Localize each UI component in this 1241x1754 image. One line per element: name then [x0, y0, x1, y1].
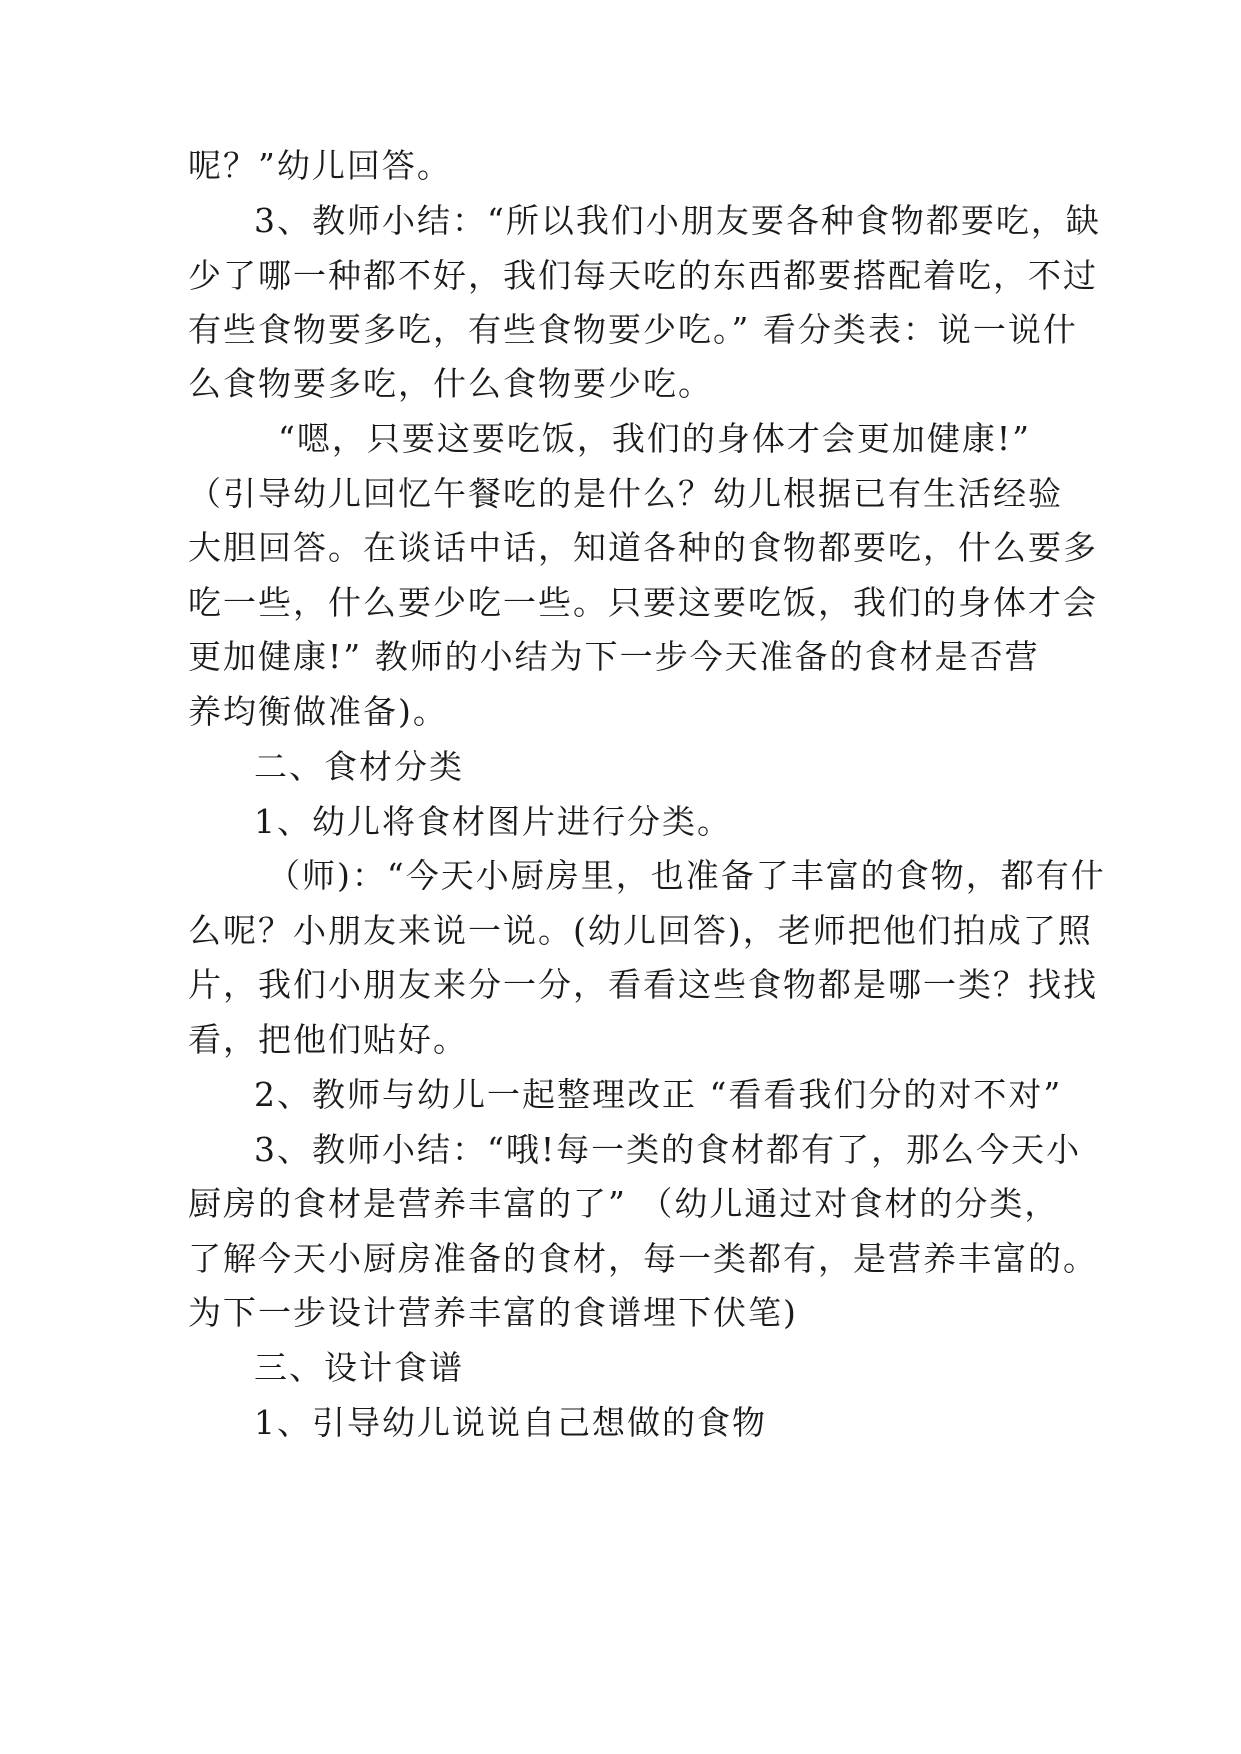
text-line-7: （引导幼儿回忆午餐吃的是什么？幼儿根据已有生活经验	[188, 474, 1063, 513]
text-line-6: “嗯，只要这要吃饭，我们的身体才会更加健康!”	[278, 419, 1032, 458]
text-line-18: 2、教师与幼儿一起整理改正 “看看我们分的对不对”	[254, 1075, 1063, 1114]
text-line-13: 1、幼儿将食材图片进行分类。	[254, 802, 732, 841]
text-line-4: 有些食物要多吃，有些食物要少吃。” 看分类表：说一说什	[188, 310, 1078, 349]
text-line-20: 厨房的食材是营养丰富的了” （幼儿通过对食材的分类，	[188, 1184, 1060, 1223]
text-line-10: 更加健康!” 教师的小结为下一步今天准备的食材是否营	[188, 637, 1040, 676]
text-line-8: 大胆回答。在谈话中话，知道各种的食物都要吃，什么要多	[188, 528, 1098, 567]
text-line-16: 片，我们小朋友来分一分，看看这些食物都是哪一类？找找	[188, 965, 1098, 1004]
text-line-1: 呢？”幼儿回答。	[188, 146, 452, 185]
section-heading-2: 二、食材分类	[254, 747, 464, 786]
text-line-24: 1、引导幼儿说说自己想做的食物	[254, 1403, 767, 1442]
text-line-19: 3、教师小结：“哦!每一类的食材都有了，那么今天小	[254, 1130, 1082, 1169]
text-line-2: 3、教师小结：“所以我们小朋友要各种食物都要吃，缺	[254, 201, 1101, 240]
text-line-14: （师)：“今天小厨房里，也准备了丰富的食物，都有什	[267, 856, 1106, 895]
text-line-15: 么呢？小朋友来说一说。(幼儿回答)，老师把他们拍成了照	[188, 911, 1093, 950]
text-line-3: 少了哪一种都不好，我们每天吃的东西都要搭配着吃，不过	[188, 256, 1098, 295]
text-line-9: 吃一些，什么要少吃一些。只要这要吃饭，我们的身体才会	[188, 583, 1098, 622]
text-line-11: 养均衡做准备)。	[188, 692, 448, 731]
text-line-5: 么食物要多吃，什么食物要少吃。	[188, 364, 713, 403]
text-line-22: 为下一步设计营养丰富的食谱埋下伏笔)	[188, 1293, 798, 1332]
section-heading-3: 三、设计食谱	[254, 1348, 464, 1387]
text-line-17: 看，把他们贴好。	[188, 1020, 468, 1059]
text-line-21: 了解今天小厨房准备的食材，每一类都有，是营养丰富的。	[188, 1239, 1098, 1278]
